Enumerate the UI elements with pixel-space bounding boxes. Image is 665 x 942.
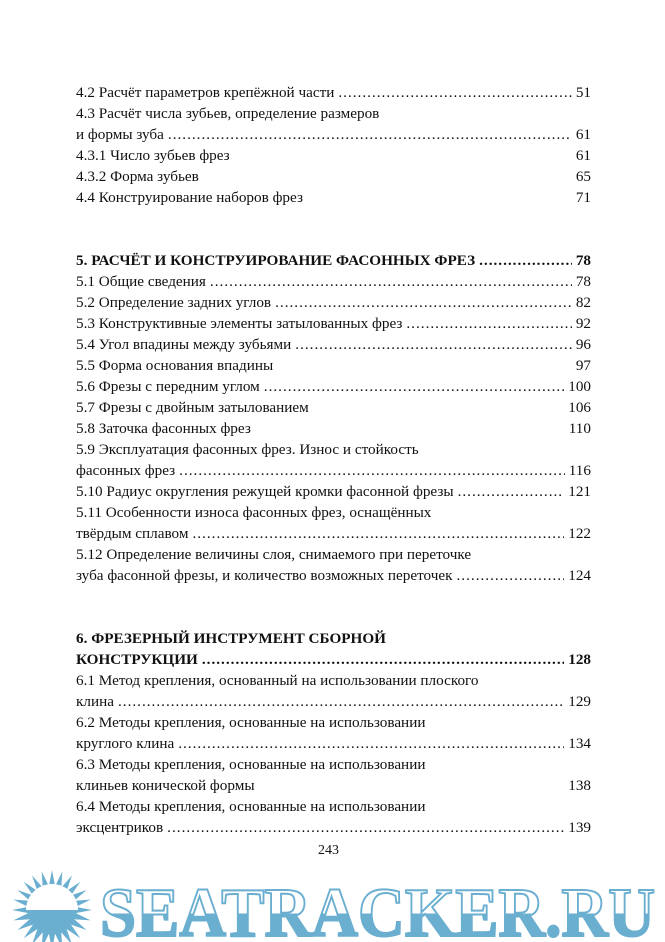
toc-chapter-entry: [76, 250, 591, 271]
toc-page-number: 138: [568, 777, 591, 794]
toc-entry-title: 4.3 Расчёт числа зубьев, определение размеров: [76, 105, 380, 122]
toc-line: [76, 670, 591, 691]
toc-line: [76, 82, 591, 103]
toc-line: [76, 355, 591, 376]
toc-line: [76, 376, 591, 397]
toc-line: [76, 481, 591, 502]
dot-leader: [167, 817, 564, 838]
toc-line: [76, 334, 591, 355]
toc-line: [76, 397, 591, 418]
toc-entry-title: круглого клина: [76, 735, 175, 752]
dot-leader: [192, 523, 564, 544]
toc-entry-title: 5.8 Заточка фасонных фрез: [76, 420, 251, 437]
toc-entry: [76, 712, 591, 754]
section-gap: [76, 586, 591, 628]
dot-leader: [168, 124, 572, 145]
sun-icon: [12, 870, 92, 942]
toc-entry: [76, 376, 591, 397]
dot-leader: [179, 460, 565, 481]
toc-entry: [76, 670, 591, 712]
toc-page-number: 92: [575, 315, 591, 332]
toc-entry-title: 6.2 Методы крепления, основанные на использовании: [76, 714, 426, 731]
toc-entry-title: 5.2 Определение задних углов: [76, 294, 272, 311]
page-number: 243: [318, 843, 339, 858]
toc-entry: [76, 313, 591, 334]
toc-page-number: 129: [568, 693, 591, 710]
toc-line: [76, 565, 591, 586]
toc-entry-title: твёрдым сплавом: [76, 525, 189, 542]
toc-entry: [76, 544, 591, 586]
toc-entry-title: 5.4 Угол впадины между зубьями: [76, 336, 292, 353]
toc-entry-title: 5.3 Конструктивные элементы затылованных фрез: [76, 315, 403, 332]
toc-entry-title: 6.1 Метод крепления, основанный на использовании плоского: [76, 672, 479, 689]
toc-page-number: 116: [568, 462, 591, 479]
toc-page-number: 100: [568, 378, 591, 395]
toc-line: [76, 523, 591, 544]
toc-entry-title: 5.1 Общие сведения: [76, 273, 206, 290]
dot-leader: [118, 691, 564, 712]
toc-entry: [76, 418, 591, 439]
toc-entry: [76, 334, 591, 355]
dot-leader: [479, 250, 572, 271]
toc-page-number: 96: [575, 336, 591, 353]
toc-line: [76, 691, 591, 712]
toc-entry: [76, 103, 591, 145]
toc-page-number: 71: [575, 189, 591, 206]
dot-leader: [178, 733, 564, 754]
table-of-contents: [76, 82, 591, 838]
toc-entry-title: 4.3.2 Форма зубьев: [76, 168, 199, 185]
toc-page-number: 124: [568, 567, 591, 584]
toc-page-number: 51: [575, 84, 591, 101]
toc-page-number: 106: [568, 399, 591, 416]
toc-entry: [76, 502, 591, 544]
toc-line: [76, 628, 591, 649]
dot-leader: [275, 292, 572, 313]
toc-line: [76, 103, 591, 124]
dot-leader: [202, 649, 564, 670]
toc-entry-title: клиньев конической формы: [76, 777, 255, 794]
toc-line: [76, 187, 591, 208]
toc-entry: [76, 355, 591, 376]
toc-page-number: 65: [575, 168, 591, 185]
toc-entry: [76, 796, 591, 838]
toc-entry-title: 4.4 Конструирование наборов фрез: [76, 189, 303, 206]
toc-entry-title: 5.9 Эксплуатация фасонных фрез. Износ и стойкость: [76, 441, 419, 458]
toc-entry: [76, 166, 591, 187]
toc-entry-title: 5.5 Форма основания впадины: [76, 357, 274, 374]
toc-page-number: 134: [568, 735, 591, 752]
toc-entry: [76, 82, 591, 103]
watermark-text: SEATRACKER.RU: [100, 875, 655, 942]
toc-line: [76, 250, 591, 271]
toc-page-number: 61: [575, 126, 591, 143]
toc-entry: [76, 754, 591, 796]
toc-line: [76, 796, 591, 817]
toc-page-number: 61: [575, 147, 591, 164]
toc-entry-title: КОНСТРУКЦИИ: [76, 651, 198, 668]
toc-page-number: 82: [575, 294, 591, 311]
dot-leader: [264, 376, 564, 397]
toc-page-number: 122: [568, 525, 591, 542]
toc-line: [76, 271, 591, 292]
toc-entry-title: 4.3.1 Число зубьев фрез: [76, 147, 230, 164]
dot-leader: [210, 271, 572, 292]
toc-line: [76, 775, 591, 796]
toc-line: [76, 166, 591, 187]
toc-line: [76, 124, 591, 145]
section-gap: [76, 208, 591, 250]
toc-entry-title: клина: [76, 693, 114, 710]
toc-entry: [76, 187, 591, 208]
toc-line: [76, 649, 591, 670]
toc-line: [76, 439, 591, 460]
dot-leader: [338, 82, 571, 103]
toc-line: [76, 502, 591, 523]
toc-page-number: 78: [575, 273, 591, 290]
toc-entry-title: 4.2 Расчёт параметров крепёжной части: [76, 84, 335, 101]
toc-page-number: 97: [575, 357, 591, 374]
toc-line: [76, 712, 591, 733]
dot-leader: [295, 334, 572, 355]
toc-line: [76, 418, 591, 439]
toc-entry-title: зуба фасонной фрезы, и количество возможных переточек: [76, 567, 453, 584]
toc-entry-title: и формы зуба: [76, 126, 164, 143]
toc-entry-title: 6. ФРЕЗЕРНЫЙ ИНСТРУМЕНТ СБОРНОЙ: [76, 630, 386, 647]
toc-chapter-entry: [76, 628, 591, 670]
toc-entry-title: 5.11 Особенности износа фасонных фрез, оснащённых: [76, 504, 432, 521]
toc-entry: [76, 439, 591, 481]
toc-page-number: 121: [568, 483, 591, 500]
toc-entry: [76, 292, 591, 313]
toc-line: [76, 145, 591, 166]
toc-entry: [76, 145, 591, 166]
dot-leader: [406, 313, 571, 334]
toc-entry-title: фасонных фрез: [76, 462, 176, 479]
toc-page-number: 110: [568, 420, 591, 437]
toc-line: [76, 544, 591, 565]
toc-line: [76, 460, 591, 481]
toc-entry-title: 5.10 Радиус округления режущей кромки фасонной фрезы: [76, 483, 454, 500]
seatracker-watermark-logo: [0, 870, 665, 942]
dot-leader: [457, 565, 565, 586]
toc-entry: [76, 271, 591, 292]
toc-entry-title: 5. РАСЧЁТ И КОНСТРУИРОВАНИЕ ФАСОННЫХ ФРЕЗ: [76, 252, 476, 269]
toc-line: [76, 313, 591, 334]
toc-line: [76, 733, 591, 754]
toc-line: [76, 817, 591, 838]
toc-page-number: 139: [568, 819, 591, 836]
dot-leader: [458, 481, 565, 502]
toc-entry-title: эксцентриков: [76, 819, 164, 836]
toc-entry-title: 5.7 Фрезы с двойным затылованием: [76, 399, 309, 416]
toc-page-number: 128: [568, 651, 591, 668]
toc-entry-title: 5.6 Фрезы с передним углом: [76, 378, 260, 395]
toc-entry: [76, 481, 591, 502]
toc-line: [76, 754, 591, 775]
toc-line: [76, 292, 591, 313]
toc-entry-title: 5.12 Определение величины слоя, снимаемого при переточке: [76, 546, 472, 563]
sun-top-half: [26, 884, 78, 910]
toc-entry: [76, 397, 591, 418]
toc-entry-title: 6.4 Методы крепления, основанные на использовании: [76, 798, 426, 815]
toc-entry-title: 6.3 Методы крепления, основанные на использовании: [76, 756, 426, 773]
toc-page-number: 78: [575, 252, 591, 269]
